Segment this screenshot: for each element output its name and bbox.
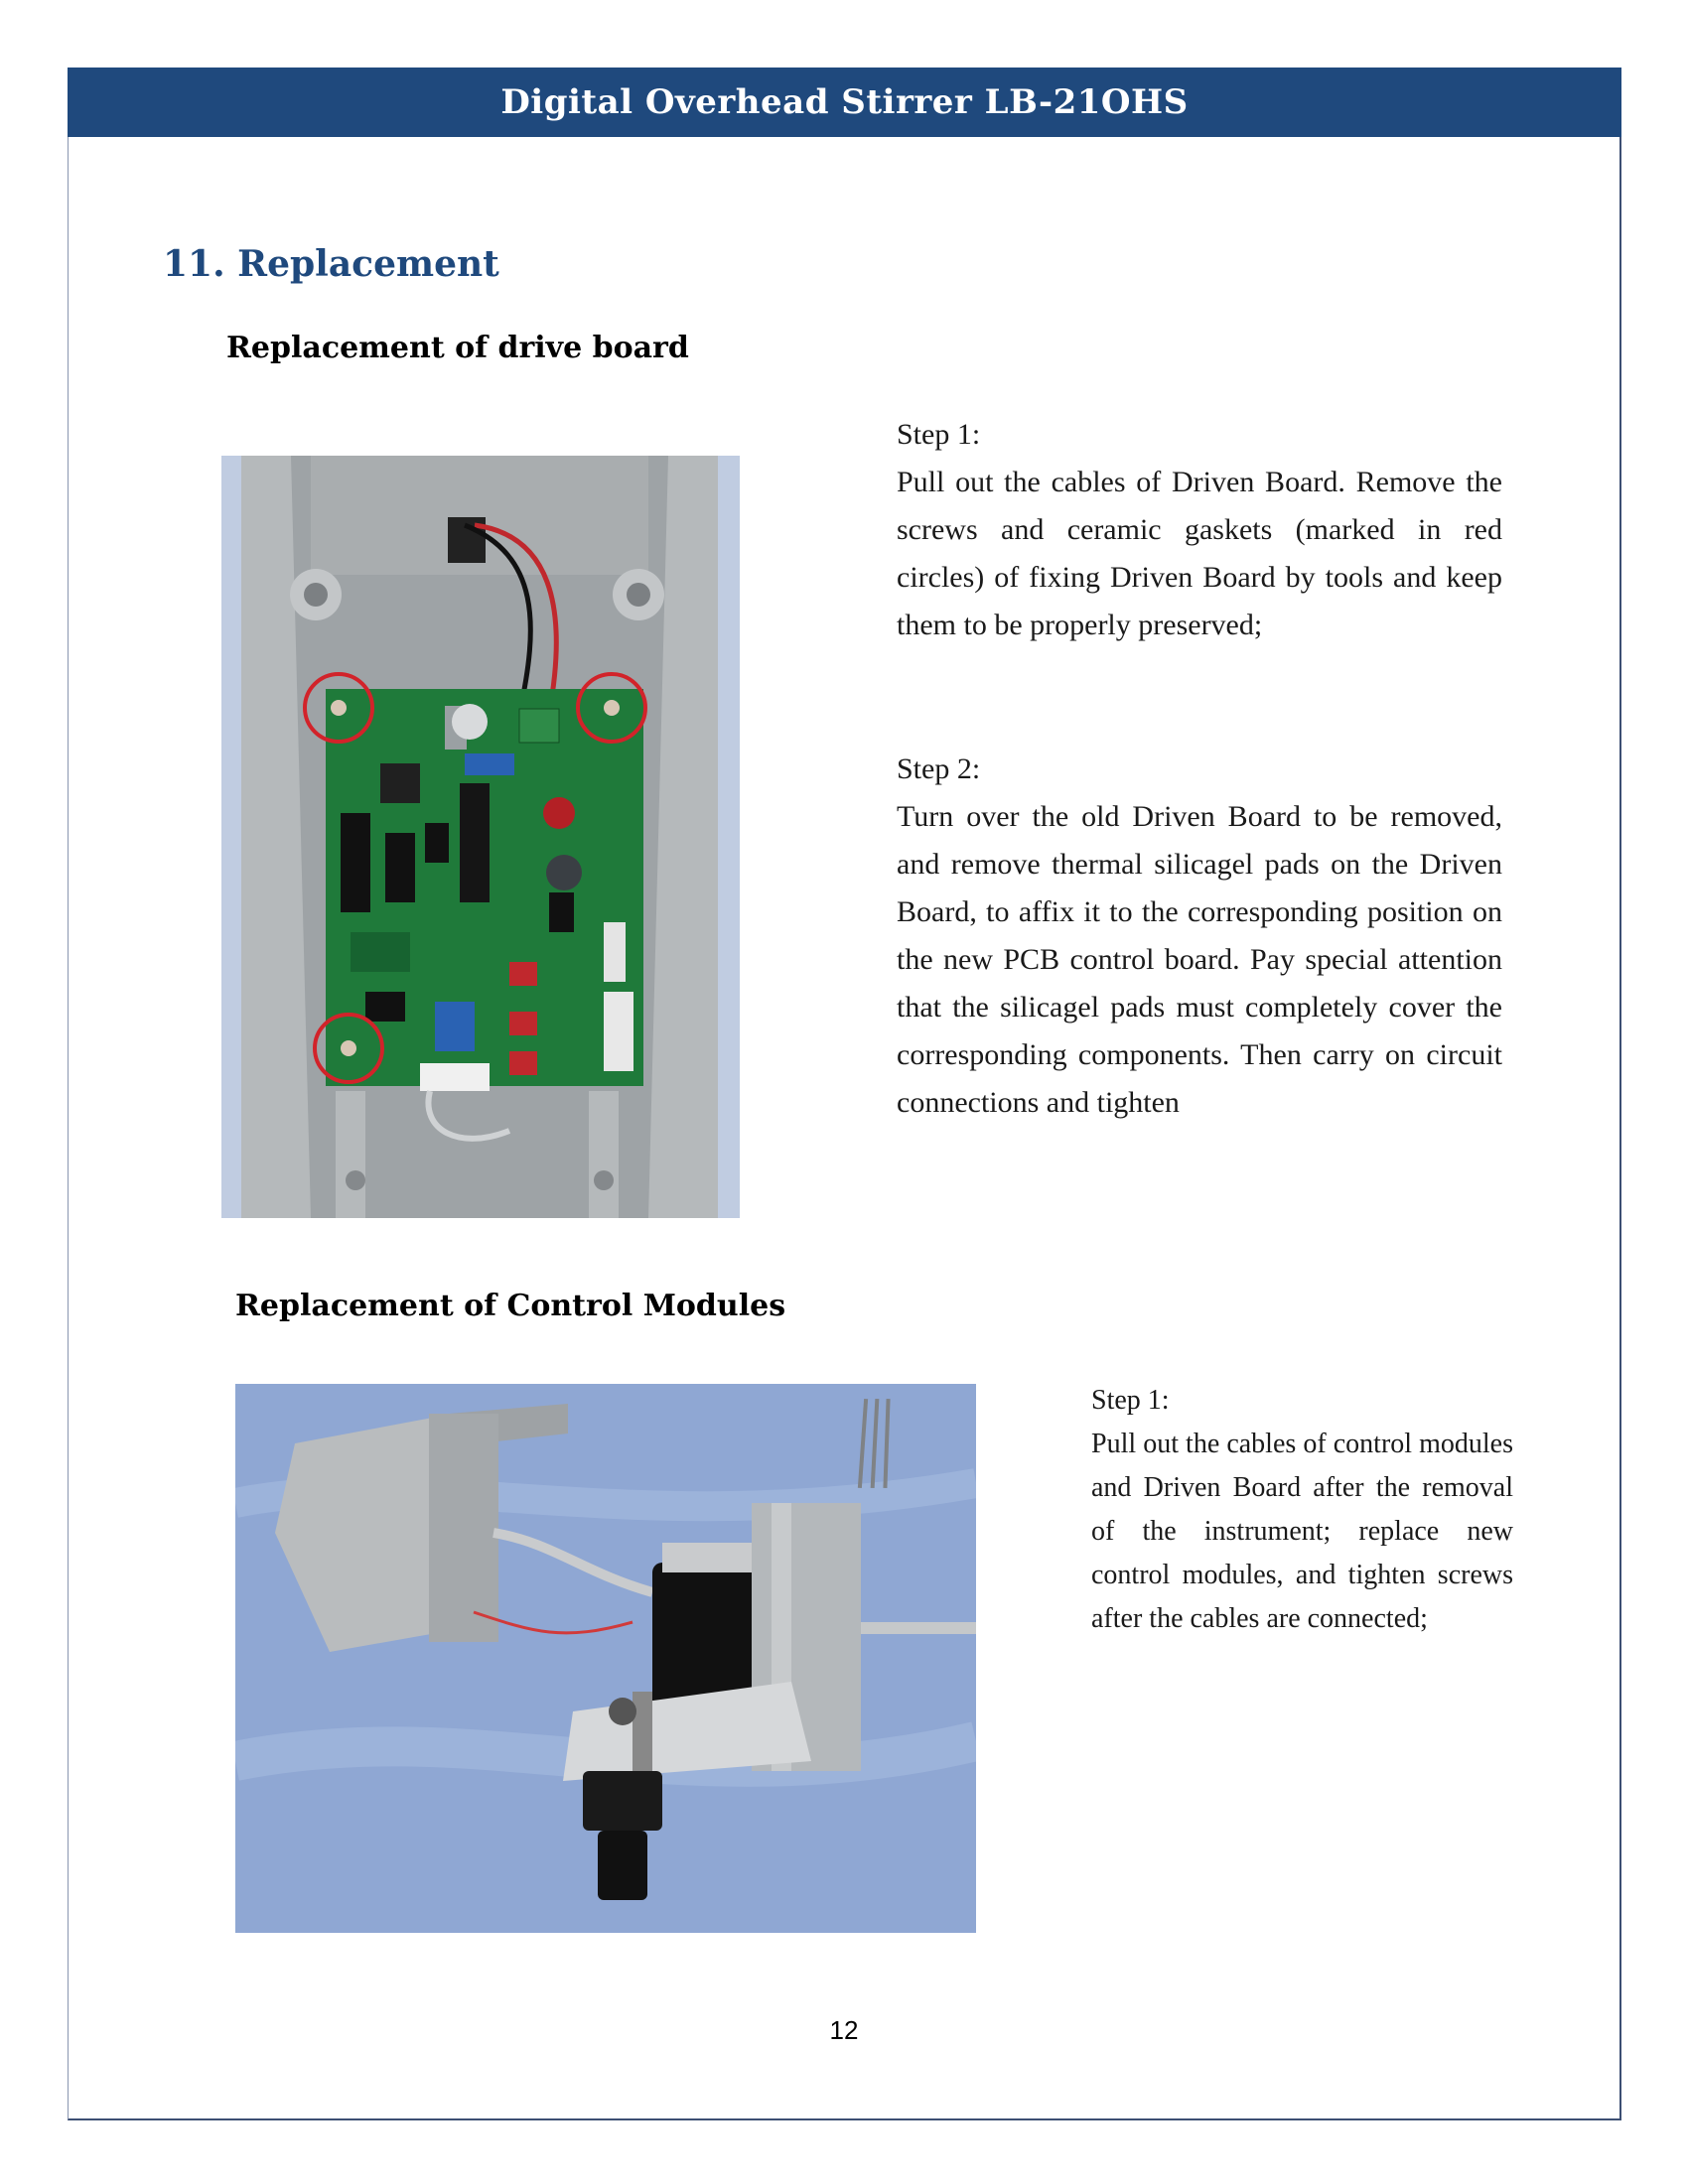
step-label: Step 2: — [897, 752, 981, 785]
drive-board-heading: Replacement of drive board — [226, 331, 689, 365]
control-modules-step-1 — [1091, 1379, 1513, 1641]
page-header — [68, 68, 1621, 137]
control-modules-heading: Replacement of Control Modules — [235, 1289, 786, 1323]
step-label: Step 1: — [897, 418, 981, 451]
document-title: Digital Overhead Stirrer LB-21OHS — [500, 82, 1189, 122]
step-description: Turn over the old Driven Board to be removed, and remove thermal silicagel pads on the Driven Board, to affix it to the corresponding position on the new PCB control board. Pay special attention that the silicagel pads must completely cover the corresponding components. Then carry on circuit connections and tighten — [897, 800, 1502, 1119]
drive-board-step-2 — [897, 746, 1502, 1127]
step-description: Pull out the cables of control modules and Driven Board after the removal of the instrument; replace new control modules, and tighten screws after the cables are connected; — [1091, 1429, 1513, 1634]
step-description: Pull out the cables of Driven Board. Remove the screws and ceramic gaskets (marked in red circles) of fixing Driven Board by tools and keep them to be properly preserved; — [897, 466, 1502, 641]
step-label: Step 1: — [1091, 1385, 1170, 1416]
drive-board-step-1 — [897, 411, 1502, 649]
page-number: 12 — [829, 2015, 859, 2045]
section-title: 11. Replacement — [163, 243, 499, 285]
control-modules-photo — [235, 1384, 976, 1933]
drive-board-photo — [221, 456, 740, 1218]
